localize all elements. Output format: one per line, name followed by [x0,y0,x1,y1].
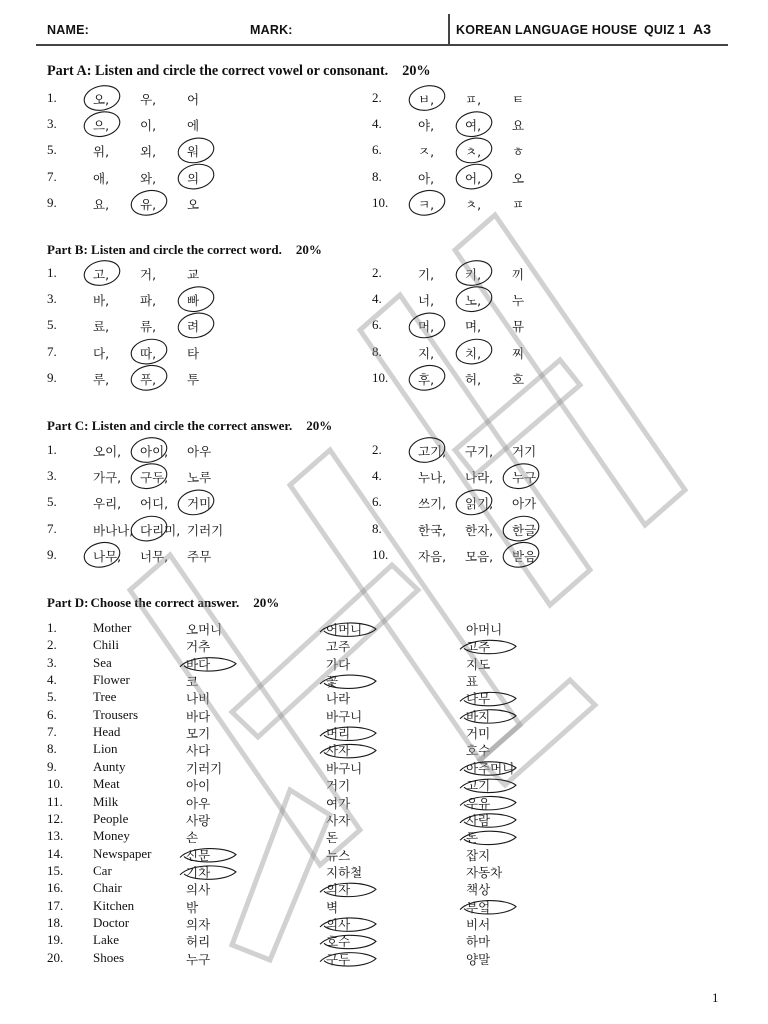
question-number: 2. [372,442,382,457]
answer-option[interactable]: 파, [140,293,157,309]
answer-option[interactable]: 사람 [466,812,491,828]
question-number: 8. [372,343,382,359]
answer-option[interactable]: 고추 [466,639,491,655]
answer-option[interactable]: 교 [187,267,200,282]
answer-option[interactable]: 려 [187,319,200,335]
answer-option[interactable]: 애, [93,170,110,186]
english-word: Flower [93,672,130,688]
question-number: 1. [47,90,57,105]
question-number: 1. [47,265,57,280]
answer-option[interactable]: 빠 [187,293,200,309]
question-number: 6. [372,494,382,510]
part-b-title-text: Part B: Listen and circle the correct word. [47,242,282,257]
answer-option[interactable]: 아우 [187,444,212,459]
part-d-title [47,595,279,611]
answer-option[interactable]: 호수 [326,934,351,950]
answer-option[interactable]: 지도 [466,656,491,672]
answer-option[interactable]: ㅈ, [418,144,435,160]
answer-option[interactable]: 오, [93,92,110,107]
question-number: 1. [47,442,57,457]
english-word: Newspaper [93,845,152,861]
answer-option[interactable]: 의자 [326,882,351,898]
header-divider [448,14,450,44]
english-word: Money [93,828,130,844]
answer-option[interactable]: 누구 [512,470,537,486]
english-word: Lake [93,932,119,948]
english-word: Aunty [93,758,126,774]
table-row [47,759,547,776]
table-row [47,828,547,845]
answer-option[interactable]: 우리, [93,496,122,512]
table-row [47,620,547,637]
table-row [47,915,547,932]
answer-option[interactable]: 비서 [466,916,491,932]
part-b-title [47,242,322,258]
answer-option[interactable]: 와, [140,170,157,186]
question-number: 3. [47,468,57,484]
answer-option[interactable]: 너무, [140,548,169,564]
answer-option[interactable]: 바다 [186,708,211,724]
answer-option[interactable]: 우, [140,92,157,107]
table-row [47,689,547,706]
answer-option[interactable]: 아우 [186,795,211,811]
answer-option[interactable]: 사자 [326,743,351,759]
answer-option[interactable]: 어 [187,92,200,107]
question-number: 9. [47,194,57,210]
answer-option[interactable]: 받음 [512,548,537,564]
row-number: 3. [47,654,57,670]
answer-option[interactable]: 코 [186,674,199,690]
answer-option[interactable]: 어머니 [326,622,363,637]
answer-option[interactable]: 고, [93,267,110,282]
row-number: 2. [47,637,57,653]
question-number: 10. [372,369,389,385]
answer-option[interactable]: 사다 [186,743,211,759]
question-number: 10. [372,194,389,210]
row-number: 9. [47,758,57,774]
answer-option[interactable]: 구기, [465,444,494,459]
row-number: 12. [47,810,64,826]
answer-option[interactable]: 벽 [326,899,339,915]
answer-option[interactable]: 손 [186,830,199,846]
answer-option[interactable]: 의 [187,170,200,186]
answer-option[interactable]: 부엌 [466,899,491,915]
answer-option[interactable]: 아, [418,170,435,186]
answer-option[interactable]: 오 [512,170,525,186]
answer-option[interactable]: 이, [140,118,157,134]
answer-option[interactable]: ㅂ, [418,92,435,107]
answer-option[interactable]: 고기, [418,444,447,459]
answer-option[interactable]: 거기 [326,778,351,794]
english-word: Head [93,724,121,740]
answer-option[interactable]: 모기 [186,726,211,742]
answer-option[interactable]: 주무 [187,548,212,564]
answer-option[interactable]: 다, [93,345,110,361]
school-name: KOREAN LANGUAGE HOUSE [456,23,638,37]
english-word: Sea [93,654,112,670]
answer-option[interactable]: 치, [465,345,482,361]
answer-option[interactable]: 유, [140,196,157,212]
answer-option[interactable]: ㅋ, [418,196,435,212]
table-row [47,880,547,897]
answer-option[interactable]: 거, [140,267,157,282]
answer-option[interactable]: 한자, [465,522,494,538]
row-number: 18. [47,914,64,930]
answer-option[interactable]: 사자 [326,812,351,828]
part-c-percent: 20% [306,418,333,433]
answer-option[interactable]: 나라 [326,691,351,707]
table-row [47,811,547,828]
table-row [47,898,547,915]
answer-option[interactable]: 꽃 [326,674,339,690]
question-number: 3. [47,291,57,307]
page-number: 1 [712,990,719,1005]
row-number: 16. [47,880,64,896]
answer-option[interactable]: 가다 [326,656,351,672]
answer-option[interactable]: 투 [187,371,200,387]
answer-option[interactable]: 나비 [186,691,211,707]
answer-option[interactable]: 모음, [465,548,494,564]
answer-option[interactable]: 자동차 [466,864,503,880]
part-a-title [47,63,431,80]
table-row [47,707,547,724]
row-number: 13. [47,828,64,844]
row-number: 1. [47,620,57,635]
answer-option[interactable]: ㅊ, [465,144,482,160]
answer-option[interactable]: 지, [418,345,435,361]
answer-option[interactable]: 쓰기, [418,496,447,512]
answer-option[interactable]: 위, [93,144,110,160]
english-word: Milk [93,793,119,809]
question-number: 6. [372,142,382,158]
answer-option[interactable]: 뉴스 [326,847,351,863]
answer-option[interactable]: 고주 [326,639,351,655]
answer-option[interactable]: 거기 [512,444,537,459]
part-b-percent: 20% [295,242,322,257]
part-d-percent: 20% [253,595,280,610]
answer-option[interactable]: 책상 [466,882,491,898]
answer-option[interactable]: 뮤 [512,319,525,335]
english-word: Shoes [93,949,125,965]
answer-option[interactable]: 어디, [140,496,169,512]
answer-option[interactable]: 머리 [326,726,351,742]
question-number: 6. [372,317,382,333]
table-row [47,846,547,863]
answer-option[interactable]: 아이 [186,778,211,794]
answer-option[interactable]: 밖 [186,899,199,915]
answer-option[interactable]: 고기 [466,778,491,794]
table-row [47,932,547,949]
answer-option[interactable]: 기차 [186,864,211,880]
answer-option[interactable]: 누 [512,293,525,309]
row-number: 8. [47,741,57,757]
answer-option[interactable]: ㅎ [512,144,525,160]
answer-option[interactable]: 요 [512,118,525,134]
question-number: 4. [372,291,382,307]
answer-option[interactable]: 아이, [140,444,169,459]
row-number: 11. [47,793,63,809]
answer-option[interactable]: 양말 [466,951,491,967]
question-number: 8. [372,168,382,184]
answer-option[interactable]: 노, [465,293,482,309]
answer-option[interactable]: 읽기, [465,496,494,512]
answer-option[interactable]: 여가 [326,795,351,811]
table-row [47,950,547,967]
table-row [47,776,547,793]
table-row [47,672,547,689]
answer-option[interactable]: 한국, [418,522,447,538]
answer-option[interactable]: ㅌ [512,92,525,107]
table-row [47,863,547,880]
answer-option[interactable]: 누나, [418,470,447,486]
answer-option[interactable]: 외, [140,144,157,160]
answer-option[interactable]: 거미 [187,496,212,512]
question-number: 4. [372,116,382,132]
answer-option[interactable]: 자음, [418,548,447,564]
answer-option[interactable]: 오 [187,196,200,212]
answer-option[interactable]: 타 [187,345,200,361]
row-number: 17. [47,897,64,913]
answer-option[interactable]: 며, [465,319,482,335]
english-word: Car [93,862,112,878]
answer-option[interactable]: 푸, [140,371,157,387]
answer-option[interactable]: 야, [418,118,435,134]
answer-option[interactable]: 기러기 [187,522,224,538]
answer-option[interactable]: 바지 [466,708,491,724]
question-number: 5. [47,494,57,510]
question-number: 5. [47,142,57,158]
answer-option[interactable]: 으, [93,118,110,134]
part-d-title-text: Choose the correct answer. [90,595,240,610]
table-row [47,794,547,811]
answer-option[interactable]: 바구니 [326,708,363,724]
answer-option[interactable]: 루, [93,371,110,387]
english-word: Trousers [93,706,139,722]
answer-option[interactable]: 요, [93,196,110,212]
answer-option[interactable]: 구두 [326,951,351,967]
question-number: 3. [47,116,57,132]
answer-option[interactable]: 다리미, [140,522,181,538]
row-number: 6. [47,706,57,722]
question-number: 7. [47,520,57,536]
answer-option[interactable]: ㅍ [512,196,525,212]
answer-option[interactable]: ㅍ, [465,92,482,107]
answer-option[interactable]: 노루 [187,470,212,486]
table-row [47,741,547,758]
answer-option[interactable]: 에 [187,118,200,134]
answer-option[interactable]: 아머니 [466,622,503,637]
answer-option[interactable]: 바구니 [326,760,363,776]
answer-option[interactable]: 류, [140,319,157,335]
answer-option[interactable]: 허, [465,371,482,387]
answer-option[interactable]: 키, [465,267,482,282]
english-word: People [93,810,129,826]
english-word: Lion [93,741,118,757]
answer-option[interactable]: 호 [512,371,525,387]
question-number: 4. [372,468,382,484]
english-word: Kitchen [93,897,135,913]
answer-option[interactable]: 기러기 [186,760,223,776]
english-word: Meat [93,776,120,792]
answer-option[interactable]: 잡지 [466,847,491,863]
answer-option[interactable]: 오머니 [186,622,223,637]
row-number: 5. [47,689,57,705]
row-number: 14. [47,845,64,861]
answer-option[interactable]: 바, [93,293,110,309]
question-number: 10. [372,546,389,562]
answer-option[interactable]: 한글 [512,522,537,538]
answer-option[interactable]: 가구, [93,470,122,486]
row-number: 15. [47,862,64,878]
answer-option[interactable]: 거미 [466,726,491,742]
english-word: Doctor [93,914,130,930]
answer-option[interactable]: 끼 [512,267,525,282]
answer-option[interactable]: 표 [466,674,479,690]
answer-option[interactable]: 아주머니 [466,760,515,776]
answer-option[interactable]: 돈 [326,830,339,846]
answer-option[interactable]: 나무, [93,548,122,564]
answer-option[interactable]: 우유 [466,795,491,811]
answer-option[interactable]: 오이, [93,444,122,459]
part-c-title [47,418,332,434]
row-number: 20. [47,949,64,965]
answer-option[interactable]: 누구 [186,951,211,967]
answer-option[interactable]: 바나나, [93,522,134,538]
answer-option[interactable]: 나무 [466,691,491,707]
row-number: 10. [47,776,64,792]
answer-option[interactable]: 의사 [186,882,211,898]
question-number: 8. [372,520,382,536]
answer-option[interactable]: 의사 [326,916,351,932]
answer-option[interactable]: 후, [418,371,435,387]
question-number: 7. [47,343,57,359]
answer-option[interactable]: 기, [418,267,435,282]
question-number: 2. [372,265,382,280]
name-label: NAME: [47,23,89,37]
answer-option[interactable]: 워 [187,144,200,160]
question-number: 9. [47,546,57,562]
answer-option[interactable]: 신문 [186,847,211,863]
english-word: Mother [93,620,132,635]
answer-option[interactable]: 사랑 [186,812,211,828]
answer-option[interactable]: 허리 [186,934,211,950]
question-number: 9. [47,369,57,385]
row-number: 4. [47,672,57,688]
part-a-percent: 20% [402,63,431,79]
question-number: 7. [47,168,57,184]
answer-option[interactable]: 찌 [512,345,525,361]
question-number: 5. [47,317,57,333]
answer-option[interactable]: 따, [140,345,157,361]
answer-option[interactable]: 호수 [466,743,491,759]
table-row [47,655,547,672]
answer-option[interactable]: 료, [93,319,110,335]
english-word: Chair [93,880,122,896]
row-number: 7. [47,724,57,740]
page-header [36,14,728,46]
quiz-level: A3 [693,21,712,37]
answer-option[interactable]: 지하철 [326,864,363,880]
answer-option[interactable]: 바다 [186,656,211,672]
part-a-title-text: Part A: Listen and circle the correct vowel or consonant. [47,63,389,79]
mark-label: MARK: [250,23,293,37]
answer-option[interactable]: 아가 [512,496,537,512]
question-number: 2. [372,90,382,105]
table-row [47,637,547,654]
answer-option[interactable]: 어, [465,170,482,186]
part-c-title-text: Part C: Listen and circle the correct answer. [47,418,293,433]
answer-option[interactable]: 돈 [466,830,479,846]
answer-option[interactable]: ㅊ, [465,196,482,212]
answer-option[interactable]: 머, [418,319,435,335]
table-row [47,724,547,741]
answer-option[interactable]: 의자 [186,916,211,932]
answer-option[interactable]: 여, [465,118,482,134]
answer-option[interactable]: 거추 [186,639,211,655]
english-word: Tree [93,689,117,705]
answer-option[interactable]: 구두, [140,470,169,486]
answer-option[interactable]: 너, [418,293,435,309]
row-number: 19. [47,932,64,948]
part-d-title-label: Part D: [47,595,89,610]
answer-option[interactable]: 하마 [466,934,491,950]
quiz-title: QUIZ 1 [644,23,686,37]
answer-option[interactable]: 나라, [465,470,494,486]
english-word: Chili [93,637,120,653]
